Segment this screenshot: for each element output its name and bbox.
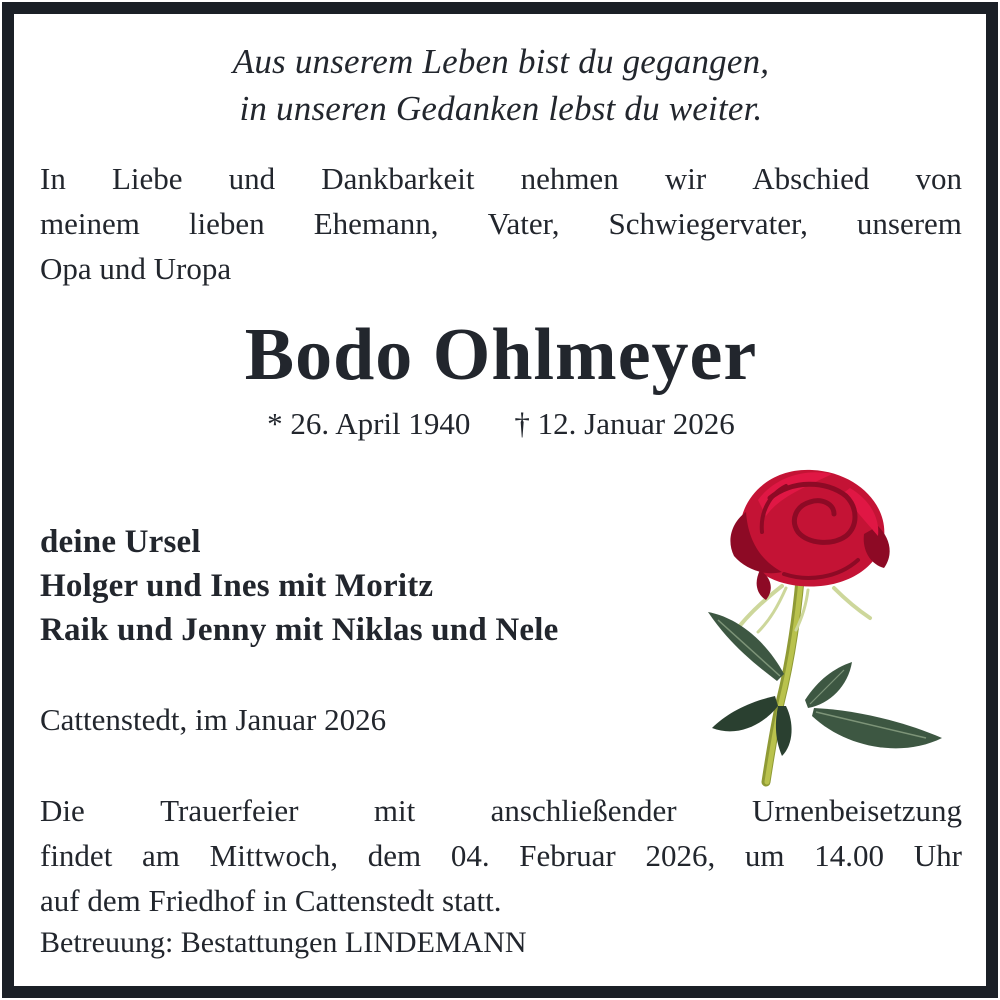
rose-image bbox=[674, 448, 974, 788]
intro-line-1: In Liebe und Dankbarkeit nehmen wir Abschied von bbox=[40, 161, 962, 196]
rose-illustration bbox=[674, 448, 974, 788]
intro-paragraph bbox=[40, 156, 962, 291]
funeral-line-3: auf dem Friedhof in Cattenstedt statt. bbox=[40, 883, 502, 918]
intro-line-3: Opa und Uropa bbox=[40, 251, 232, 286]
funeral-paragraph bbox=[40, 788, 962, 923]
epigraph-line-2: in unseren Gedanken lebst du weiter. bbox=[239, 89, 763, 128]
deceased-name: Bodo Ohlmeyer bbox=[244, 314, 758, 396]
place-and-date: Cattenstedt, im Januar 2026 bbox=[40, 702, 387, 737]
mourner-line-2: Holger und Ines mit Moritz bbox=[40, 568, 434, 604]
life-dates bbox=[40, 404, 962, 444]
intro-line-2: meinem lieben Ehemann, Vater, Schwiegervater, unserem bbox=[40, 206, 962, 241]
mourner-line-1: deine Ursel bbox=[40, 524, 201, 560]
funeral-line-2: findet am Mittwoch, dem 04. Februar 2026, um 14.00 Uhr bbox=[40, 838, 962, 873]
mourner-line-3: Raik und Jenny mit Niklas und Nele bbox=[40, 612, 559, 648]
funeral-line-1: Die Trauerfeier mit anschließender Urnenbeisetzung bbox=[40, 793, 962, 828]
epigraph-line-1: Aus unserem Leben bist du gegangen, bbox=[232, 42, 770, 81]
death-date: † 12. Januar 2026 bbox=[514, 406, 735, 441]
epigraph bbox=[40, 38, 962, 132]
birth-date: * 26. April 1940 bbox=[267, 406, 471, 441]
funeral-home-line: Betreuung: Bestattungen LINDEMANN bbox=[40, 926, 527, 959]
obituary-notice bbox=[2, 2, 998, 998]
